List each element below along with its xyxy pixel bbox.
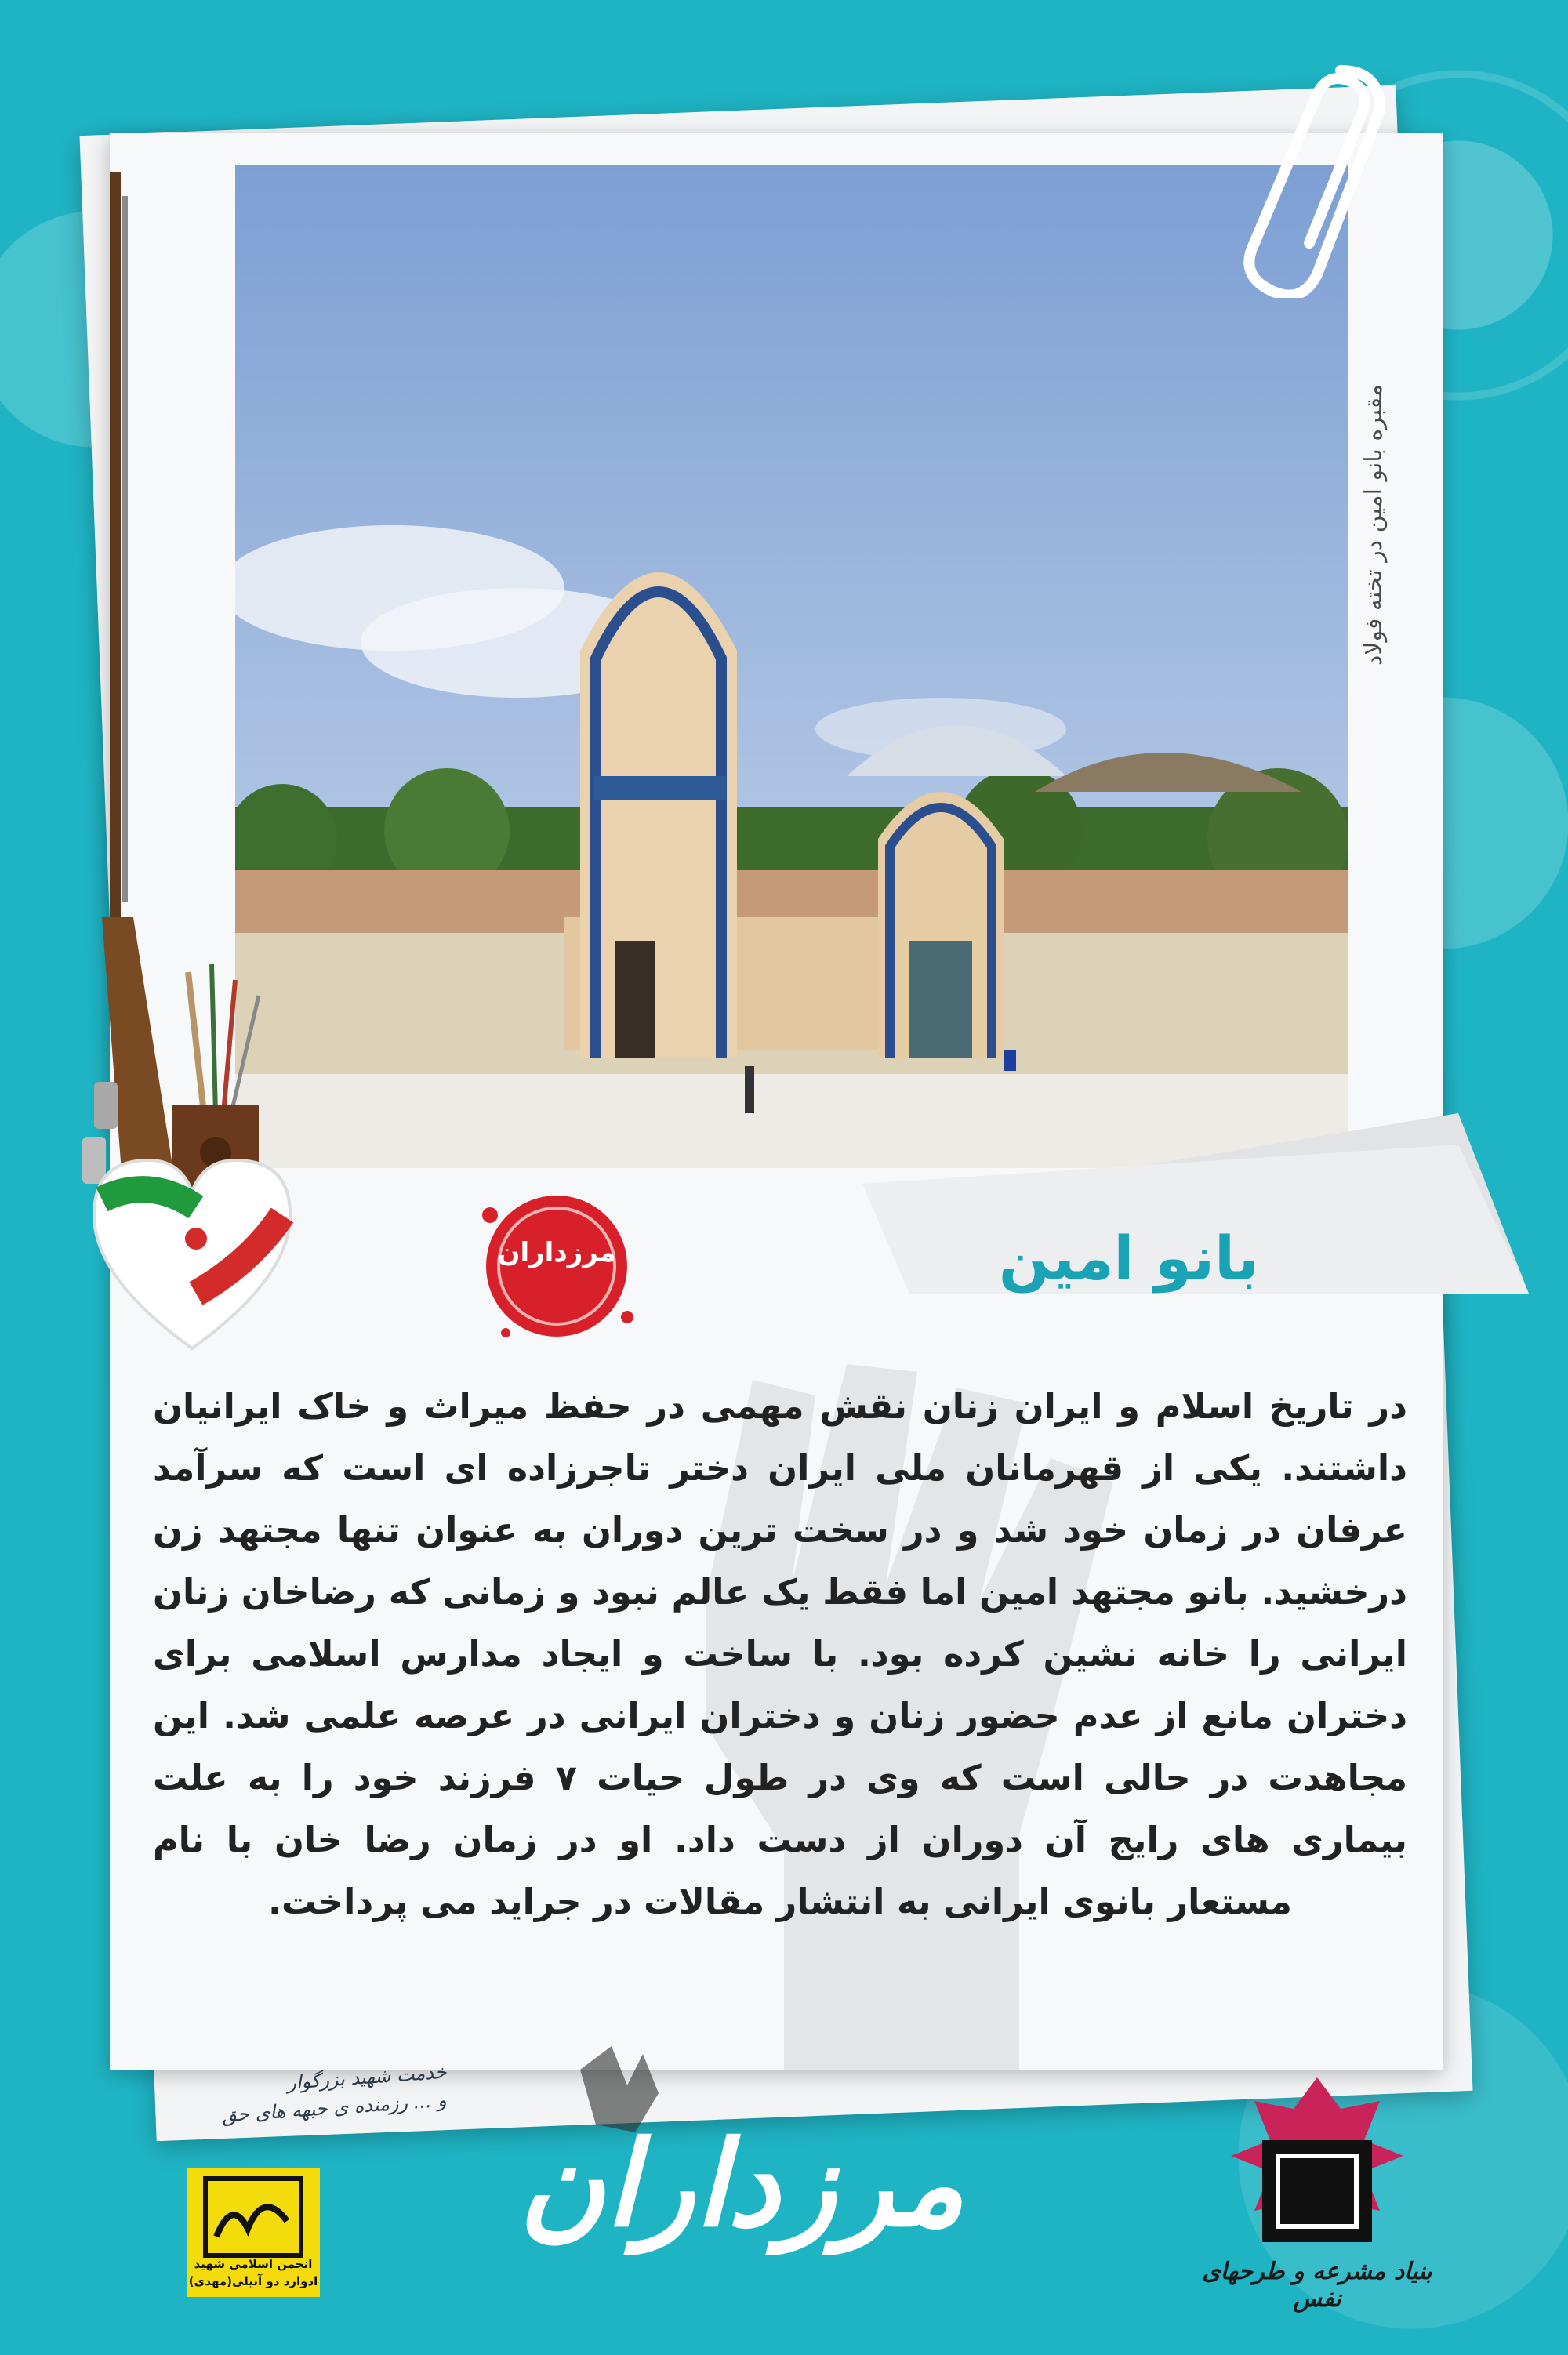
badge-org-sub: ادوارد دو آنیلی(مهدی)	[188, 2274, 318, 2288]
org-badge	[187, 2168, 320, 2297]
paperclip-icon	[1223, 47, 1396, 298]
handwriting-line: و ... رزمنده ی جبهه های حق	[221, 2088, 448, 2127]
badge-org-name: انجمن اسلامی شهید	[194, 2257, 313, 2271]
org-logo-icon	[1207, 2070, 1427, 2258]
body-paragraph: در تاریخ اسلام و ایران زنان نقش مهمی در حفظ میراث و خاک ایرانیان داشتند. یکی از قهرمانان ملی ایران دختر تاجرزاده ای است که سرآمد عرفان در زمان خود شد و در سخت ترین دوران به عنوان تنها مجتهد زن درخشید. بانو مجتهد امین اما فقط یک عالم نبود و زمانی که رضاخان زنان ایرانی را خانه نشین کرده بود. با ساخت و ایجاد مدارس اسلامی برای دختران مانع از عدم حضور زنان و دختران ایرانی در عرصه علمی شد. این مجاهدت در حالی است که وی در طول حیات ۷ فرزند خود را به علت بیماری های رایج آن دوران از دست داد. او در زمان رضا خان با نام مستعار بانوی ایرانی به انتشار مقالات در جراید می پرداخت.	[153, 1387, 1407, 1922]
photo-caption: مقبره بانو امین در تخته فولاد	[1360, 384, 1388, 666]
handwriting-note	[102, 2060, 448, 2172]
tomb-photo	[235, 165, 1348, 1168]
seal-text: مرزداران	[497, 1237, 616, 1268]
handwriting-line: خدمت شهید بزرگوار	[286, 2060, 448, 2094]
flag-heart-icon	[78, 1145, 306, 1356]
org-logo-text: بنیاد مشرعه و طرحهای نفس	[1202, 2258, 1432, 2313]
badge-logo-icon	[201, 2174, 306, 2260]
page-title: بانو امین	[998, 1223, 1260, 1293]
brand-logo-text: مرزداران	[518, 2117, 964, 2253]
badge-text	[187, 2255, 320, 2295]
